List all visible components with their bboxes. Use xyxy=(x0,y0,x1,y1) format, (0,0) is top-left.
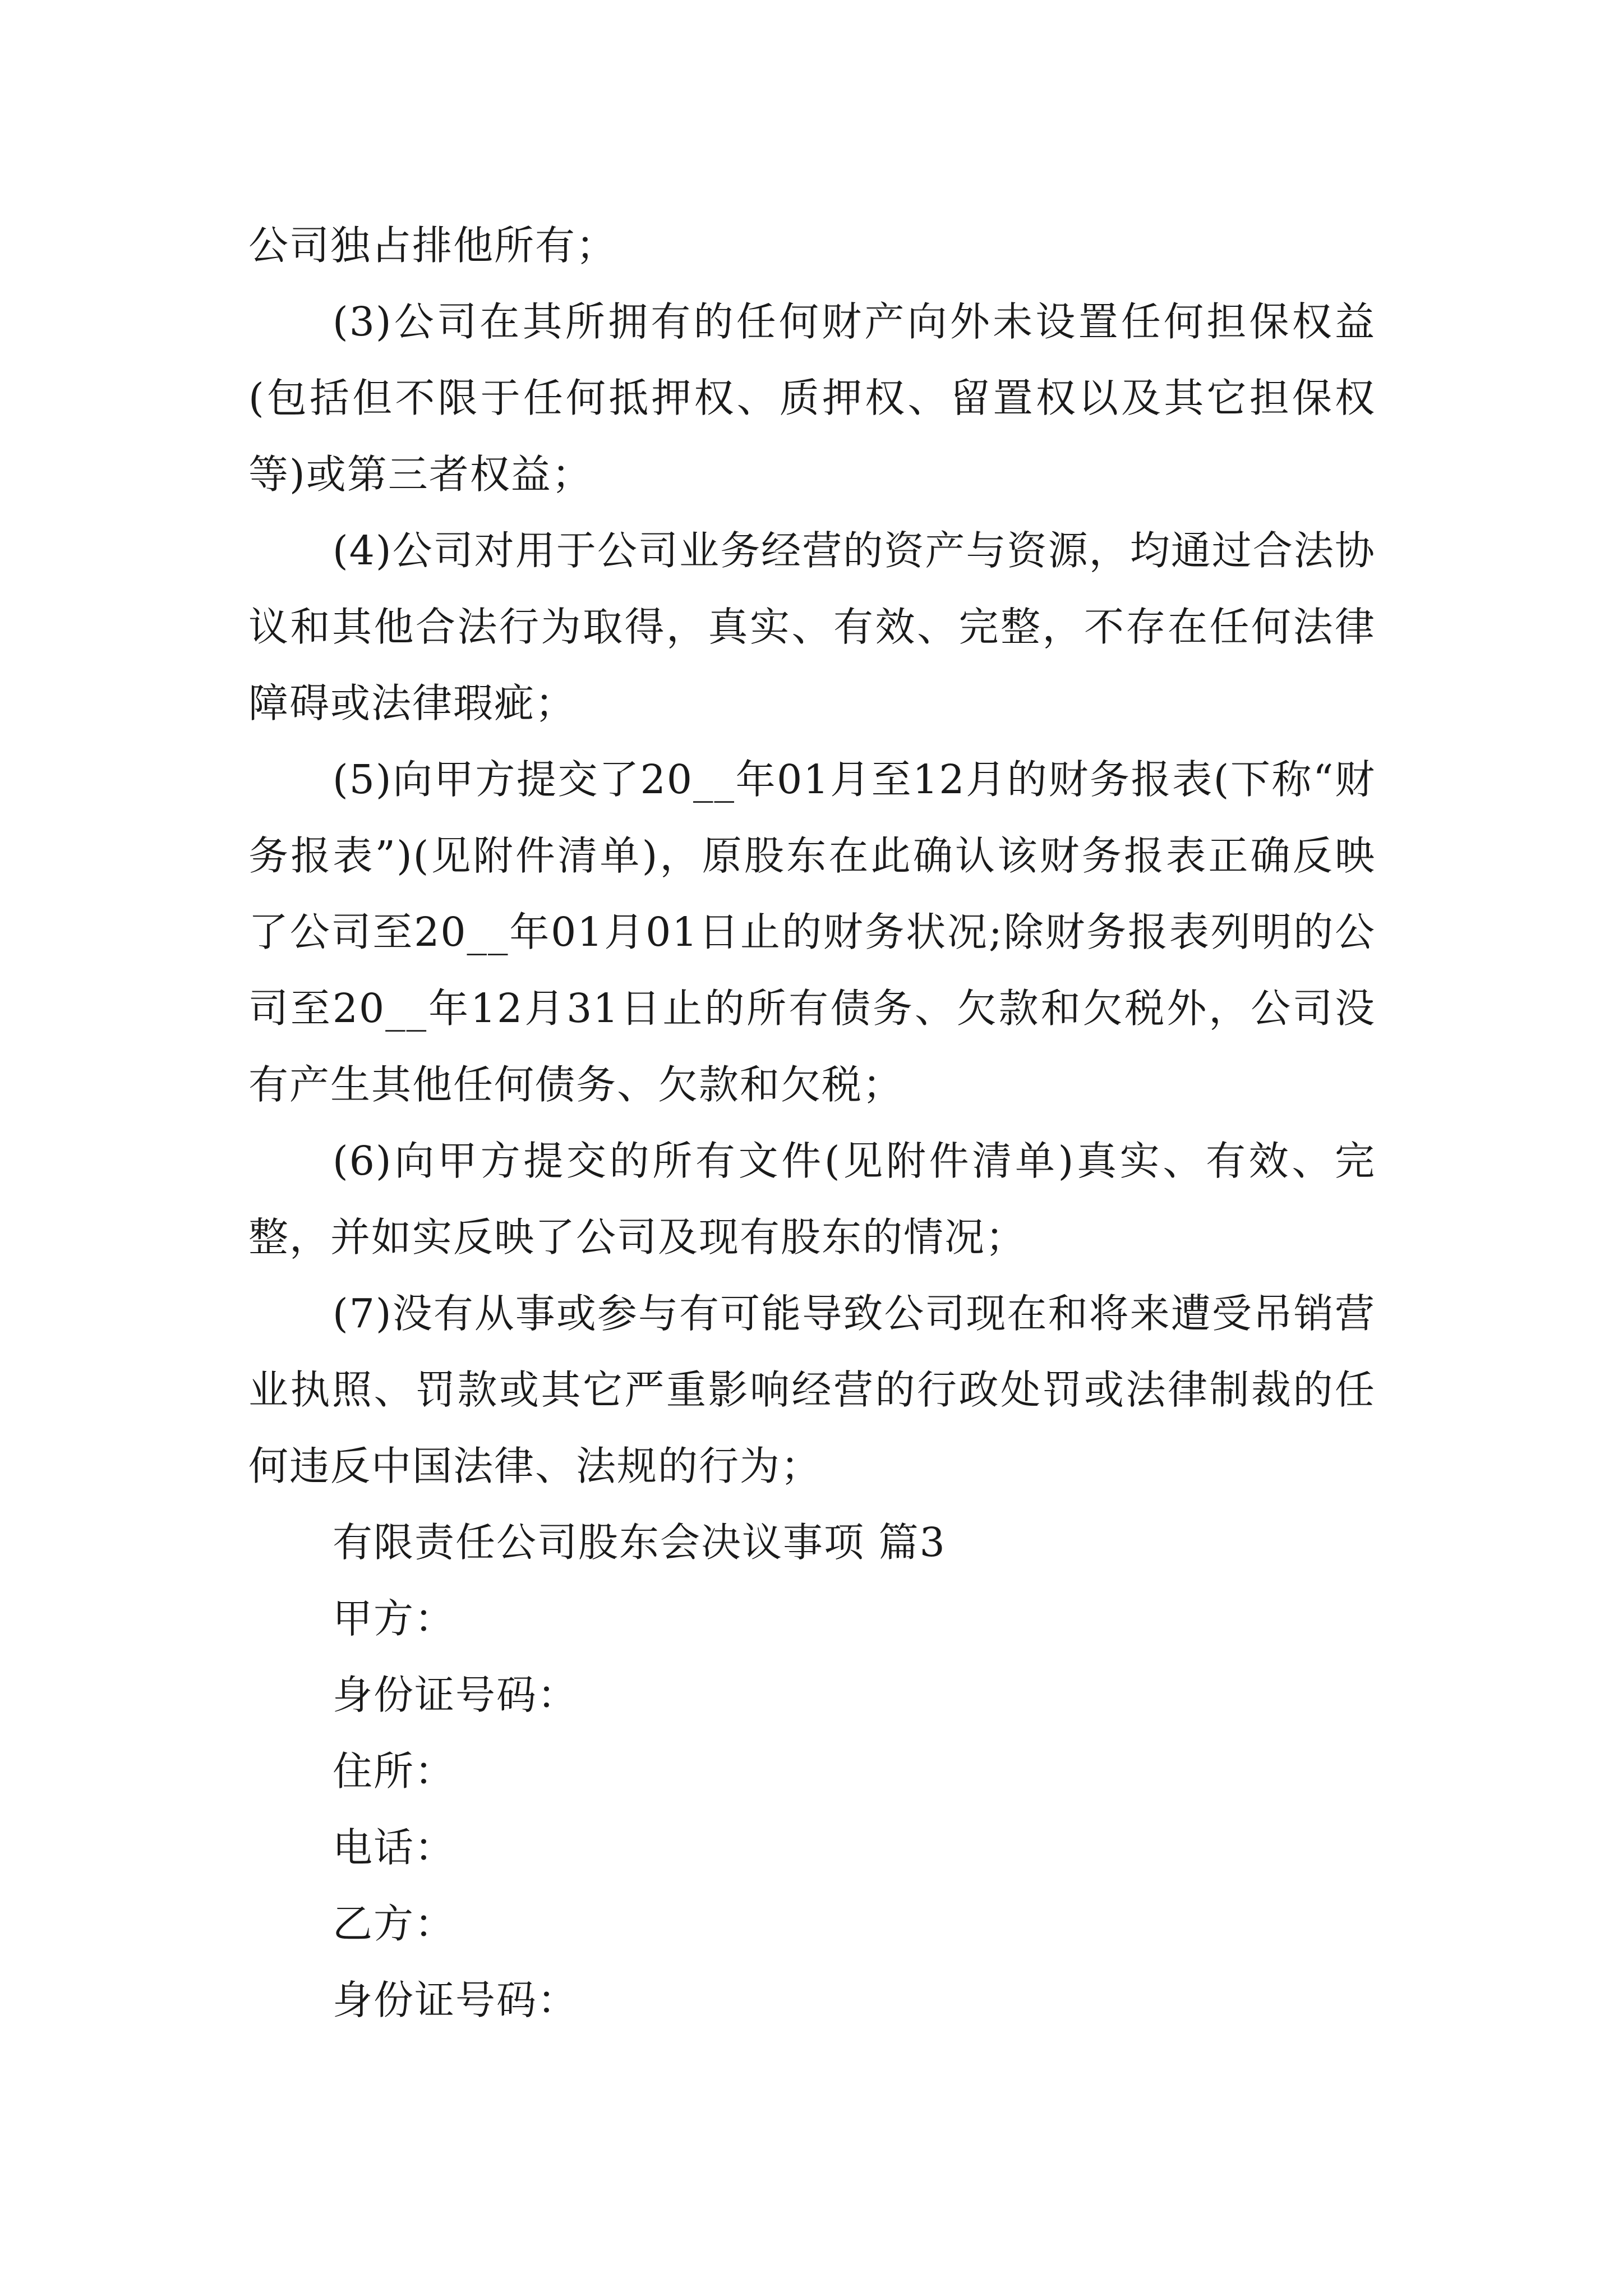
paragraph-continuation: 公司独占排他所有； xyxy=(248,222,617,269)
paragraph-item-5: (5)向甲方提交了20__年01月至12月的财务报表(下称“财务报表”)(见附件清单)，原股东在此确认该财务报表正确反映了公司至20__年01月01日止的财务状况;除财务报表列明的公司至20__年12月31日止的所有债务、欠款和欠税外，公司没有产生其他任何债务、欠款和欠税； xyxy=(248,756,1376,1108)
field-id-number-b: 身份证号码： xyxy=(333,1977,579,2023)
paragraph-item-3: (3)公司在其所拥有的任何财产向外未设置任何担保权益(包括但不限于任何抵押权、质押权、留置权以及其它担保权等)或第三者权益； xyxy=(248,298,1376,498)
field-address: 住所： xyxy=(333,1748,456,1795)
section-title: 有限责任公司股东会决议事项 篇3 xyxy=(333,1519,946,1566)
document-body xyxy=(248,208,1376,2039)
paragraph-item-4: (4)公司对用于公司业务经营的资产与资源，均通过合法协议和其他合法行为取得，真实、有效、完整，不存在任何法律障碍或法律瑕疵； xyxy=(248,527,1376,726)
field-id-number-a: 身份证号码： xyxy=(333,1672,579,1718)
paragraph-item-7: (7)没有从事或参与有可能导致公司现在和将来遭受吊销营业执照、罚款或其它严重影响经营的行政处罚或法律制裁的任何违反中国法律、法规的行为； xyxy=(248,1290,1376,1489)
field-party-a: 甲方： xyxy=(333,1595,456,1642)
paragraph-item-6: (6)向甲方提交的所有文件(见附件清单)真实、有效、完整，并如实反映了公司及现有股东的情况； xyxy=(248,1138,1376,1260)
field-party-b: 乙方： xyxy=(333,1901,456,1947)
field-phone: 电话： xyxy=(333,1824,456,1871)
